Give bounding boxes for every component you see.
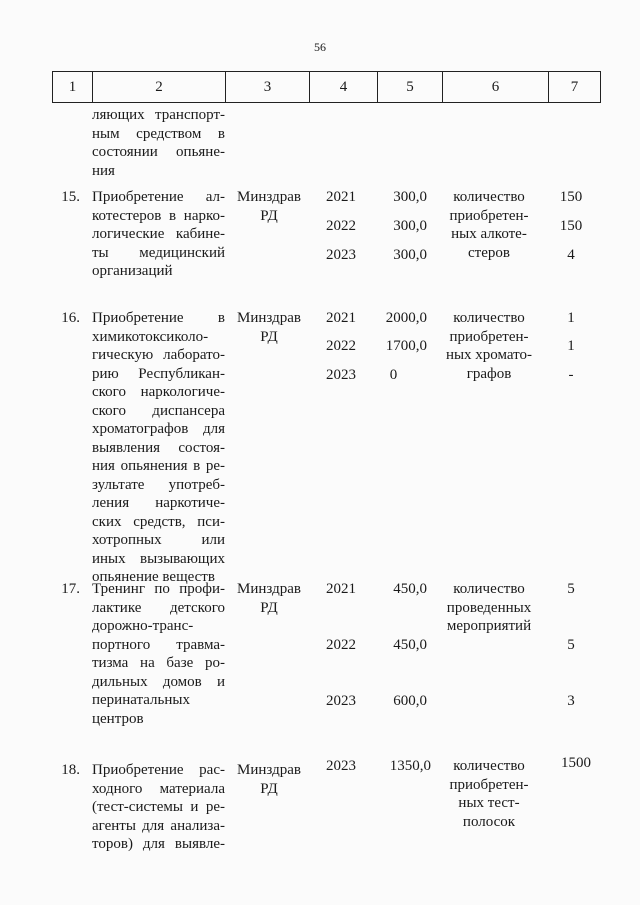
funding-amount: 450,0 [393, 637, 427, 653]
desc-line: логические кабине- [92, 226, 225, 242]
indicator-line: количество [453, 758, 525, 774]
desc-line: иных вызывающих [92, 550, 225, 567]
year: 2022 [326, 637, 356, 653]
year: 2022 [326, 218, 356, 234]
desc-line: центров [92, 710, 144, 727]
header-cell: 3 [226, 72, 310, 103]
indicator-line: приобретен- [449, 207, 529, 224]
indicator-value: 150 [559, 218, 583, 234]
indicator-value: 5 [567, 637, 575, 653]
desc-line: ских средств, пси- [92, 513, 225, 530]
desc-line: Тренинг по профи- [92, 581, 225, 597]
indicator-line: ных тест- [458, 795, 520, 811]
header-cell: 2 [93, 72, 226, 103]
funding-amount: 300,0 [393, 247, 427, 263]
header-cell: 4 [310, 72, 378, 103]
desc-line: портного травма- [92, 636, 225, 653]
desc-line: Приобретение рас- [92, 762, 225, 778]
desc-line: выявления состоя- [92, 439, 225, 456]
desc-line: дильных домов и [92, 673, 225, 690]
desc-line: ского диспансера [92, 402, 225, 419]
indicator-line: количество [453, 189, 525, 205]
year: 2023 [326, 247, 356, 263]
indicator [434, 580, 544, 636]
indicator-value: - [568, 367, 574, 383]
desc-line: Приобретение ал- [92, 189, 225, 205]
row-description [92, 188, 225, 281]
desc-line: ты медицинский [92, 244, 225, 261]
continuation-description [92, 106, 225, 180]
year: 2021 [326, 310, 356, 326]
indicator-line: ных хромато- [445, 347, 533, 363]
header-row [53, 72, 601, 103]
indicator-line: приобретен- [449, 776, 529, 793]
year: 2022 [326, 338, 356, 354]
funding-amount: 450,0 [393, 581, 427, 597]
executor-line: Минздрав [237, 189, 301, 205]
indicator-value: 5 [567, 581, 575, 597]
desc-line: ления наркотиче- [92, 495, 225, 511]
row-description [92, 761, 225, 854]
header-cell: 1 [53, 72, 93, 103]
funding-amount: 1350,0 [389, 758, 431, 774]
funding-amount: 600,0 [393, 693, 427, 709]
year: 2021 [326, 581, 356, 597]
indicator-value: 1 [567, 338, 575, 354]
column-header-table [52, 71, 601, 103]
desc-line: котестеров в нарко- [92, 207, 225, 224]
indicator-line: полосок [462, 813, 516, 830]
desc-line: ния [92, 162, 115, 179]
desc-line: хотропных или [92, 532, 225, 548]
row-description [92, 309, 225, 587]
funding-amount: 300,0 [393, 189, 427, 205]
desc-line: перинатальных [92, 692, 190, 708]
indicator-value: 4 [567, 247, 575, 263]
desc-line: ным средством в [92, 125, 225, 142]
year: 2023 [326, 758, 356, 774]
year: 2023 [326, 693, 356, 709]
executor-line: Минздрав [237, 762, 301, 778]
header-cell: 7 [549, 72, 601, 103]
desc-line: состоянии опьяне- [92, 144, 225, 160]
row-number: 16. [61, 310, 80, 326]
desc-line: ходного материала [92, 780, 225, 797]
indicator-value: 3 [567, 693, 575, 709]
row-number: 17. [61, 581, 80, 597]
executor-line: РД [260, 328, 278, 345]
row-number: 18. [61, 762, 80, 778]
desc-line: ляющих транспорт- [92, 107, 225, 123]
executor [229, 188, 309, 225]
desc-line: Приобретение в [92, 310, 225, 326]
funding-amount: 1700,0 [385, 338, 427, 354]
indicator-line: количество [453, 310, 525, 326]
executor [229, 580, 309, 617]
executor-line: РД [260, 207, 278, 224]
indicator-line: приобретен- [449, 328, 529, 345]
desc-line: дорожно-транс- [92, 618, 194, 634]
desc-line: опьянение веществ [92, 569, 215, 585]
desc-line: (тест-системы и ре- [92, 799, 225, 815]
row-number: 15. [61, 189, 80, 205]
desc-line: рию Республикан- [92, 365, 225, 382]
desc-line: гическую лаборато- [92, 347, 225, 363]
executor-line: РД [260, 780, 278, 797]
funding-amount: 0 [389, 367, 398, 383]
year: 2021 [326, 189, 356, 205]
desc-line: хроматографов для [92, 421, 225, 437]
executor-line: Минздрав [237, 581, 301, 597]
indicator-value: 1 [567, 310, 575, 326]
executor [229, 761, 309, 798]
header-cell: 5 [378, 72, 443, 103]
executor-line: РД [260, 599, 278, 616]
indicator [434, 309, 544, 383]
indicator-line: проведенных [446, 599, 532, 616]
indicator [434, 757, 544, 831]
desc-line: торов) для выявле- [92, 836, 225, 852]
desc-line: химикотоксиколо- [92, 328, 209, 345]
funding-amount: 2000,0 [385, 310, 427, 326]
desc-line: ского наркологиче- [92, 384, 225, 400]
indicator-line: количество [453, 581, 525, 597]
executor-line: Минздрав [237, 310, 301, 326]
desc-line: организаций [92, 263, 173, 279]
indicator-value: 1500 [561, 755, 591, 771]
funding-amount: 300,0 [393, 218, 427, 234]
executor [229, 309, 309, 346]
row-description [92, 580, 225, 728]
year: 2023 [326, 367, 356, 383]
desc-line: агенты для анализа- [92, 817, 225, 834]
indicator-line: графов [466, 365, 512, 382]
header-cell: 6 [443, 72, 549, 103]
indicator-line: мероприятий [446, 618, 532, 634]
desc-line: ния опьянения в ре- [92, 458, 225, 474]
page-number: 56 [314, 40, 326, 54]
indicator-value: 150 [559, 189, 583, 205]
desc-line: зультате употреб- [92, 476, 225, 493]
desc-line: лактике детского [92, 599, 225, 616]
indicator-line: стеров [468, 244, 510, 261]
indicator-line: ных алкоте- [451, 226, 527, 242]
desc-line: тизма на базе ро- [92, 655, 225, 671]
indicator [434, 188, 544, 262]
